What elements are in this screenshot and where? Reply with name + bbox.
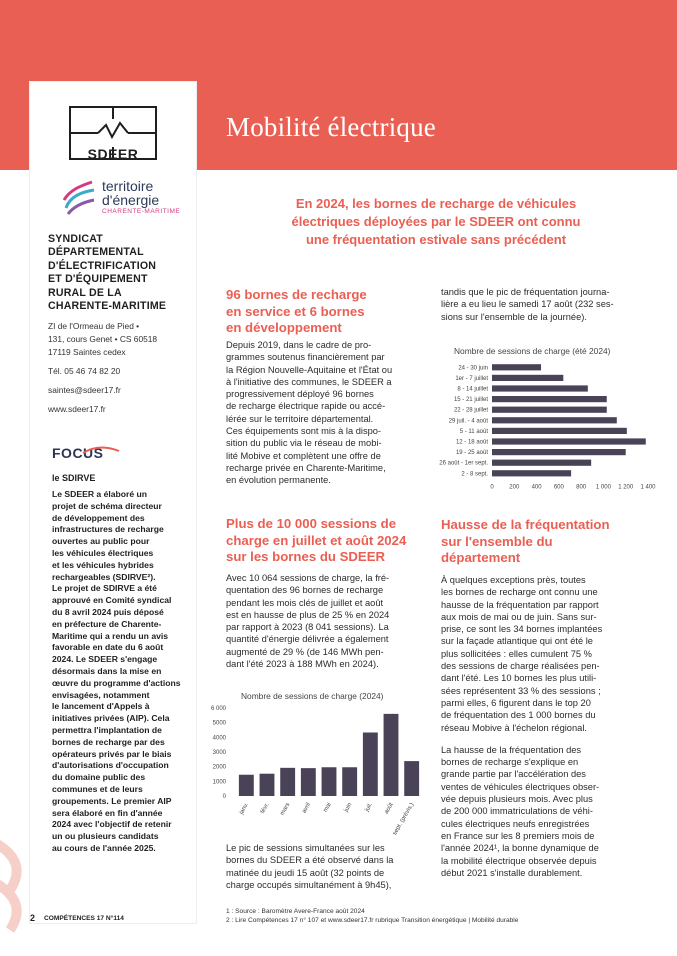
weekly-chart-title: Nombre de sessions de charge (été 2024) xyxy=(454,346,611,356)
footnote-1: 1 : Source : Baromètre Avere-France août 2024 xyxy=(226,908,365,915)
x-tick-label: avril xyxy=(301,802,313,815)
focus-line: ouvertes au public pour xyxy=(52,536,150,547)
bar xyxy=(492,385,588,391)
body-line: hausse de la fréquentation par rapport xyxy=(441,599,599,610)
focus-line: sera élaboré en fin d'année xyxy=(52,807,163,818)
heading-line: Hausse de la fréquentation xyxy=(441,517,610,532)
heading-line: département xyxy=(441,550,521,565)
bar xyxy=(322,767,337,796)
body-line: quantité d'énergie délivrée a également xyxy=(226,634,389,645)
body-line: aux mois de mai ou de juin. Sans sur- xyxy=(441,611,597,622)
bar xyxy=(492,449,626,455)
body-line: lité Mobive et complètent une offre de xyxy=(226,450,381,461)
focus-line: 2024. Le SDEER s'engage xyxy=(52,654,158,665)
x-tick-label: août xyxy=(383,802,395,816)
phone: Tél. 05 46 74 82 20 xyxy=(48,366,121,376)
sdeer-logo-text: SDEER xyxy=(87,146,139,162)
y-tick-label: 5000 xyxy=(212,720,226,727)
body-line: sées représentent 33 % des sessions ; xyxy=(441,685,601,696)
body-line: par rapport à 2023 (8 041 sessions). La xyxy=(226,622,389,633)
body-line: grande partie par l'accélération des xyxy=(441,769,586,780)
x-tick-label: 400 xyxy=(531,484,542,491)
x-tick-label: juil. xyxy=(364,802,375,813)
org-name-line: ET D'ÉQUIPEMENT xyxy=(48,273,148,286)
x-tick-label: mars xyxy=(279,802,292,817)
body-line: prise, ce sont les 34 bornes implantées xyxy=(441,624,603,635)
body-line: grammes soutenus financièrement par xyxy=(226,352,385,363)
body-line: de recharge électrique rapide ou accé- xyxy=(226,401,386,412)
y-tick-label: 22 - 28 juillet xyxy=(453,407,488,414)
bar xyxy=(492,460,591,466)
focus-line: 2024 avec l'objectif de retenir xyxy=(52,819,172,830)
body-line: charge occupés simultanément à 9h45), xyxy=(226,879,392,890)
focus-line: rechargeables (SDIRVE²). xyxy=(52,571,156,582)
x-tick-label: 0 xyxy=(490,484,494,491)
heading-line: sur l'ensemble du xyxy=(441,533,553,549)
focus-line: du domaine public des xyxy=(52,772,146,783)
y-tick-label: 26 août - 1er sept. xyxy=(439,460,488,467)
focus-line: désormais dans la mise en xyxy=(52,665,162,676)
org-name-line: D'ÉLECTRIFICATION xyxy=(48,259,157,272)
focus-line: groupements. Le premier AIP xyxy=(52,795,172,806)
x-tick-label: 600 xyxy=(553,484,564,491)
org-name-line: RURAL DE LA xyxy=(48,286,122,299)
body-line: La hausse de la fréquentation des xyxy=(441,744,582,755)
focus-line: opérateurs privés par le biais xyxy=(52,748,172,759)
y-tick-label: 2000 xyxy=(212,764,226,771)
section3-body xyxy=(441,574,641,879)
focus-line: au cours de l'année 2025. xyxy=(52,842,156,853)
x-tick-label: 1 400 xyxy=(640,484,656,491)
focus-line: projet de schéma directeur xyxy=(52,500,162,511)
heading-line: sur les bornes du SDEER xyxy=(226,549,386,564)
y-tick-label: 3000 xyxy=(212,750,226,756)
focus-line: de développement des xyxy=(52,512,145,523)
body-line: tandis que le pic de fréquentation journa- xyxy=(441,287,610,297)
body-line: dant l'été 2023 à 188 MWh en 2024). xyxy=(226,659,379,670)
focus-line: les véhicules électriques xyxy=(52,547,154,558)
intro-line: En 2024, les bornes de recharge de véhicules xyxy=(295,196,577,211)
body-line: début 2021 s'installe durablement. xyxy=(441,867,583,878)
focus-line: initiatives privées (AIP). Cela xyxy=(52,713,170,724)
focus-line: envisagées, notamment xyxy=(52,689,150,700)
focus-line: Maritime qui a rendu un avis xyxy=(52,630,169,641)
focus-line: infrastructures de recharge xyxy=(52,524,164,535)
x-tick-label: 1 200 xyxy=(618,484,634,491)
x-tick-label: févr. xyxy=(259,802,271,815)
body-line: sions sur l'ensemble de la journée). xyxy=(441,311,587,322)
body-line: vée depuis plusieurs mois. Avec plus xyxy=(441,794,593,805)
body-line: plus sollicitées : elles cumulent 75 % xyxy=(441,648,592,659)
y-tick-label: 29 juil. - 4 août xyxy=(448,418,488,425)
section2-body xyxy=(226,572,423,670)
focus-line: et les véhicules hybrides xyxy=(52,559,154,570)
body-line: lérée sur le territoire départemental. xyxy=(226,413,374,424)
focus-line: du 8 avril 2024 puis déposé xyxy=(52,606,164,617)
address-line: ZI de l'Ormeau de Pied • xyxy=(48,321,140,331)
body-line: recharge privée en Charente-Maritime, xyxy=(226,462,386,473)
body-line: Ces équipements sont mis à la dispo- xyxy=(226,426,382,437)
organization-name xyxy=(48,233,193,313)
heading-line: en service et 6 bornes xyxy=(226,303,365,319)
y-tick-label: 1000 xyxy=(212,779,226,786)
heading-line: Plus de 10 000 sessions de xyxy=(226,516,397,531)
col2-top-text xyxy=(441,286,641,323)
heading-line: en développement xyxy=(226,320,342,335)
bar xyxy=(492,470,571,476)
x-tick-label: sept. (prévis.) xyxy=(392,802,416,837)
x-tick-label: juin xyxy=(343,802,354,814)
bar xyxy=(239,775,254,796)
body-line: augmenté de 29 % (de 146 MWh pen- xyxy=(226,646,384,657)
focus-line: le lancement d'Appels à xyxy=(52,701,150,712)
website-link[interactable]: www.sdeer17.fr xyxy=(48,404,106,414)
section2-heading xyxy=(226,516,426,566)
focus-subtitle: le SDIRVE xyxy=(52,473,96,483)
magazine-name: COMPÉTENCES 17 N°114 xyxy=(44,915,124,922)
bar xyxy=(492,364,541,370)
body-line: la mobilité électrique observée depuis xyxy=(441,855,597,866)
bar xyxy=(492,428,627,434)
monthly-sessions-chart xyxy=(210,702,426,838)
y-tick-label: 6 000 xyxy=(210,706,226,712)
focus-line: permettra l'implantation de xyxy=(52,724,162,735)
focus-line: Le SDEER a élaboré un xyxy=(52,489,148,499)
body-line: À quelques exceptions près, toutes xyxy=(441,575,586,585)
focus-line: communes et de leurs xyxy=(52,783,143,794)
y-tick-label: 4000 xyxy=(212,735,226,742)
y-tick-label: 5 - 11 août xyxy=(459,428,488,435)
partner-logo-line1: territoire xyxy=(102,178,154,194)
section3-heading xyxy=(441,517,641,567)
body-line: quentation des 96 bornes de recharge xyxy=(226,585,384,596)
body-line: à l'initiative des communes, le SDEER a xyxy=(226,376,392,387)
body-line: est en hausse de plus de 25 % en 2024 xyxy=(226,609,390,620)
body-line: matinée du jeudi 15 août (32 points de xyxy=(226,867,385,878)
body-line: bornes du SDEER a été observé dans la xyxy=(226,855,394,866)
partner-logo-line3: CHARENTE-MARITIME xyxy=(102,208,181,215)
body-line: réseau Mobive à l'échelon régional. xyxy=(441,722,587,733)
territoire-energie-logo-icon xyxy=(60,178,98,218)
heading-line: charge en juillet et août 2024 xyxy=(226,532,407,548)
body-line: sur la façade atlantique qui ont été le xyxy=(441,636,593,647)
x-tick-label: janv. xyxy=(238,802,251,816)
body-line: ventes de véhicules électriques obser- xyxy=(441,781,600,792)
bar xyxy=(384,714,399,796)
page-number: 2 xyxy=(30,913,36,923)
bar xyxy=(492,417,617,423)
page-title: Mobilité électrique xyxy=(226,112,436,142)
heading-line: 96 bornes de recharge xyxy=(226,287,367,302)
bar xyxy=(492,375,563,381)
focus-line: bornes de recharge par des xyxy=(52,736,165,747)
focus-line: en préfecture de Charente- xyxy=(52,618,162,629)
section1-body xyxy=(226,339,423,487)
y-tick-label: 2 - 8 sept. xyxy=(461,471,488,478)
weekly-sessions-chart xyxy=(420,358,660,500)
body-line: les bornes de recharge ont connu une xyxy=(441,587,598,598)
x-tick-label: mai xyxy=(322,802,333,814)
body-line: en France sur les 8 premiers mois de xyxy=(441,830,595,841)
body-line: cules électriques neufs enregistrées xyxy=(441,818,590,829)
x-tick-label: 200 xyxy=(509,484,520,491)
body-line: en évolution permanente. xyxy=(226,475,331,486)
monthly-chart-title: Nombre de sessions de charge (2024) xyxy=(241,691,384,701)
org-name-line: CHARENTE-MARITIME xyxy=(48,300,167,313)
focus-line: un ou plusieurs candidats xyxy=(52,831,159,842)
footnote-2: 2 : Lire Compétences 17 n° 107 et www.sdeer17.fr rubrique Transition énergétique | Mobilité durable xyxy=(226,917,519,924)
focus-line: Le projet de SDIRVE a été xyxy=(52,583,157,594)
focus-line: approuvé en Comité syndical xyxy=(52,595,172,606)
focus-line: d'autorisations d'occupation xyxy=(52,760,169,771)
x-tick-label: 1 000 xyxy=(595,484,611,491)
y-tick-label: 8 - 14 juillet xyxy=(457,386,488,393)
bar xyxy=(492,407,607,413)
bar xyxy=(280,768,295,796)
y-tick-label: 19 - 25 août xyxy=(455,450,488,457)
body-line: Le pic de sessions simultanées sur les xyxy=(226,843,385,853)
bar xyxy=(301,768,316,796)
partner-logo-line2: d'énergie xyxy=(102,192,160,208)
bar xyxy=(363,732,378,796)
focus-line: favorable en date du 6 août xyxy=(52,642,164,653)
y-tick-label: 1er - 7 juillet xyxy=(455,375,488,382)
address-line: 17119 Saintes cedex xyxy=(48,347,126,357)
body-line: la Région Nouvelle-Aquitaine et l'État ou xyxy=(226,364,393,375)
x-tick-label: 800 xyxy=(576,484,587,491)
focus-arc-icon xyxy=(79,445,137,465)
body-line: de 200 000 immatriculations de véhi- xyxy=(441,806,593,817)
body-line: des sessions de charge réalisées pen- xyxy=(441,661,600,672)
focus-label: FOCUS xyxy=(52,445,104,461)
focus-line: œuvre du programme d'actions xyxy=(52,677,181,688)
body-line: Avec 10 064 sessions de charge, la fré- xyxy=(226,573,390,583)
paragraph-gap xyxy=(441,734,641,744)
body-line: Depuis 2019, dans le cadre de pro- xyxy=(226,340,372,350)
body-line: de fréquentation des 1 000 bornes du xyxy=(441,710,596,721)
bar xyxy=(342,767,357,796)
intro-line: électriques déployées par le SDEER ont connu xyxy=(291,214,581,229)
body-line: sition du public via le réseau de mobi- xyxy=(226,438,382,449)
y-tick-label: 12 - 18 août xyxy=(455,439,488,446)
body-line: l'année 2024¹, la bonne dynamique de xyxy=(441,843,599,854)
org-name-line: SYNDICAT xyxy=(48,233,103,245)
body-line: progressivement déployé 96 bornes xyxy=(226,389,374,400)
section1-heading xyxy=(226,287,426,337)
bar xyxy=(260,774,275,796)
body-line: lière a eu lieu le samedi 17 août (232 ses- xyxy=(441,299,614,310)
bar xyxy=(492,396,607,402)
body-line: parmi elles, 6 figurent dans le top 20 xyxy=(441,697,591,708)
organization-address xyxy=(48,320,198,416)
org-name-line: DÉPARTEMENTAL xyxy=(48,246,144,259)
body-line: pendant les mois clés de juillet et août xyxy=(226,597,384,608)
bar xyxy=(492,438,646,444)
address-line: 131, cours Genet • CS 60518 xyxy=(48,334,158,344)
email-link[interactable]: saintes@sdeer17.fr xyxy=(48,385,121,395)
intro-line: une fréquentation estivale sans précédent xyxy=(305,232,567,247)
sidebar xyxy=(30,82,196,923)
body-line: bornes de recharge s'explique en xyxy=(441,757,579,768)
bar xyxy=(404,761,419,796)
body-line: dant l'été. Les 10 bornes les plus utili- xyxy=(441,673,597,684)
y-tick-label: 24 - 30 juin xyxy=(458,365,488,372)
focus-body xyxy=(52,489,192,855)
section2-after-chart xyxy=(226,842,423,891)
y-tick-label: 0 xyxy=(222,794,226,800)
intro-text xyxy=(246,195,626,249)
y-tick-label: 15 - 21 juillet xyxy=(453,397,488,404)
